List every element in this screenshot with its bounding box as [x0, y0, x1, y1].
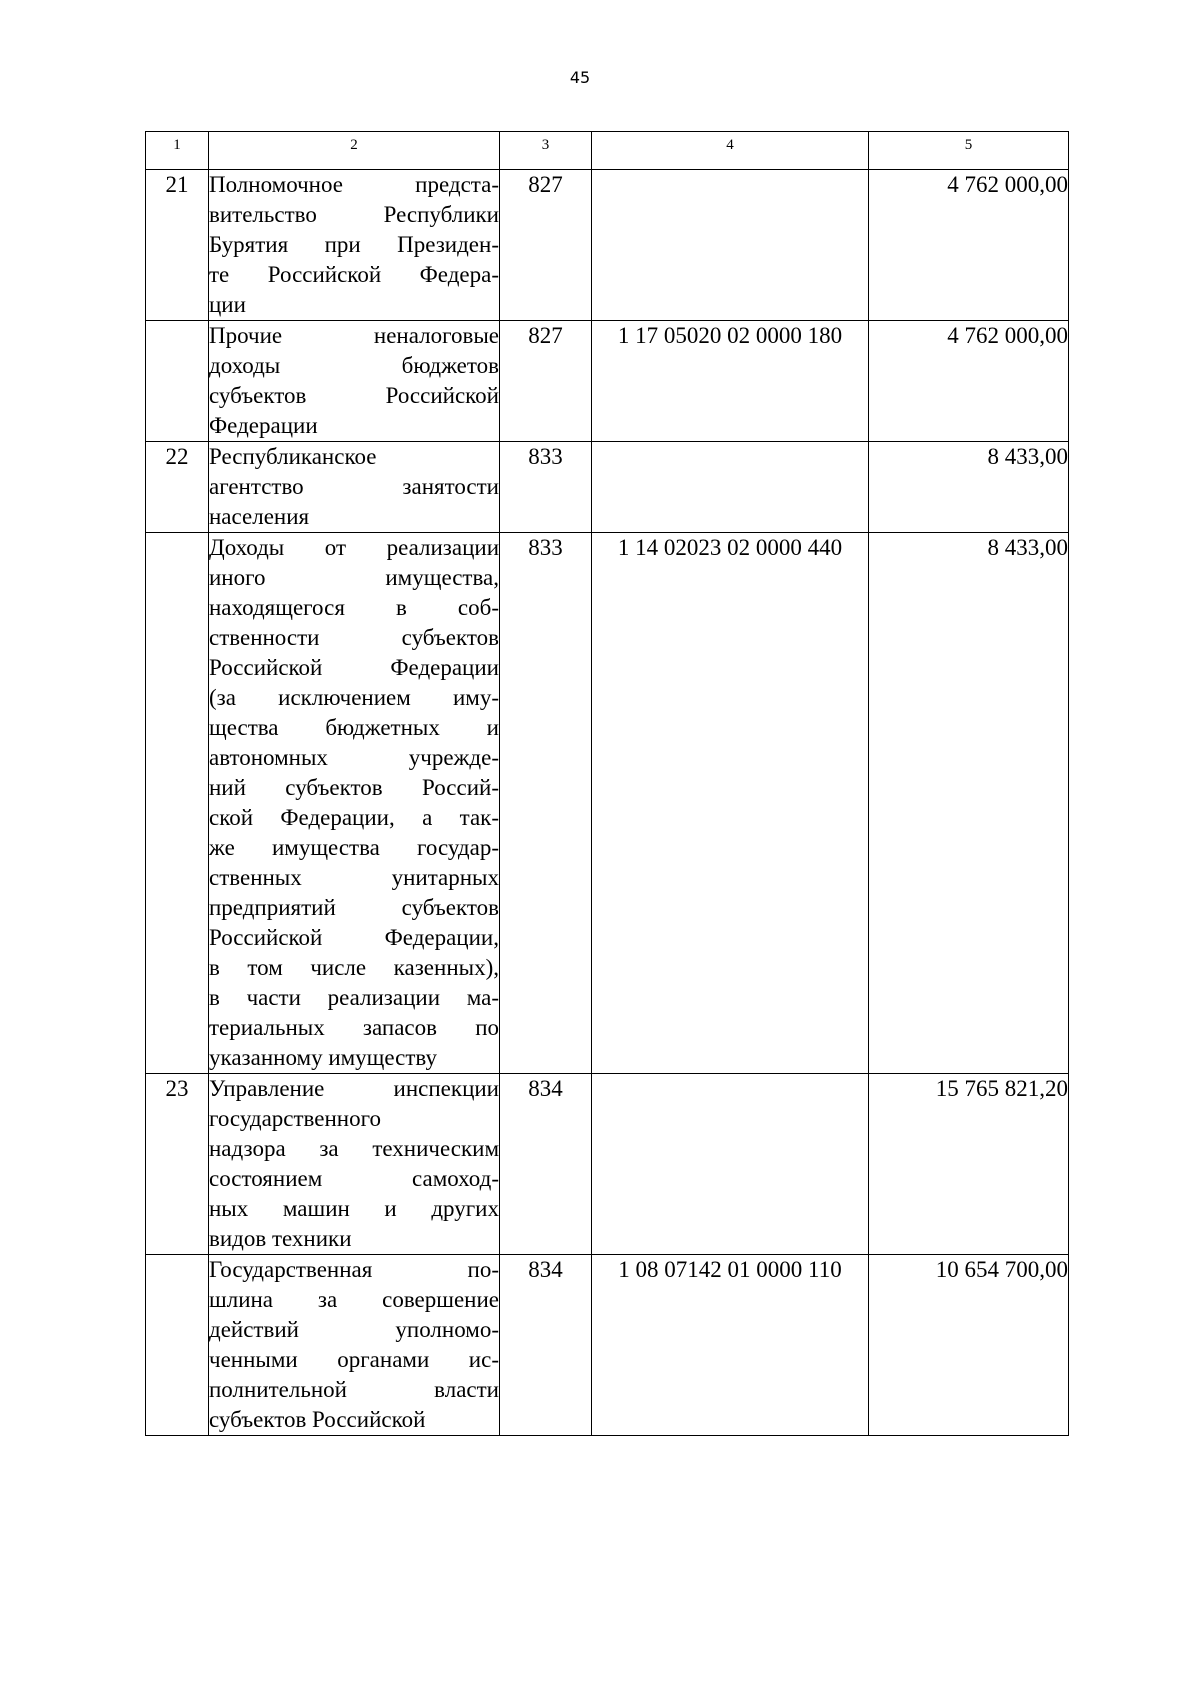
table-row	[146, 1255, 1069, 1436]
row-name-line: же имущества государ-	[209, 835, 499, 860]
row-name-cell	[209, 170, 500, 321]
row-name-line: государственного	[209, 1106, 381, 1131]
budget-classification-code-cell	[592, 442, 869, 533]
row-name-line: териальных запасов по	[209, 1015, 499, 1040]
row-name-cell	[209, 442, 500, 533]
budget-classification-code-cell: 1 14 02023 02 0000 440	[592, 533, 869, 1074]
revenue-table	[145, 131, 1069, 1436]
row-name-line: Государственная по-	[209, 1257, 499, 1282]
row-name-line: ний субъектов Россий-	[209, 775, 499, 800]
row-name-line: вительство Республики	[209, 202, 499, 227]
admin-code-cell: 833	[500, 533, 592, 1074]
row-name-line: надзора за техническим	[209, 1136, 499, 1161]
row-name-line: полнительной власти	[209, 1377, 499, 1402]
row-name-line: указанному имуществу	[209, 1045, 438, 1070]
row-number-cell: 21	[146, 170, 209, 321]
row-name-line: Бурятия при Президен-	[209, 232, 499, 257]
row-name-line: Российской Федерации	[209, 655, 499, 680]
row-name-line: Прочие неналоговые	[209, 323, 499, 348]
row-name-line: автономных учрежде-	[209, 745, 499, 770]
row-number-cell: 23	[146, 1074, 209, 1255]
row-name-cell	[209, 1255, 500, 1436]
row-name-line: щества бюджетных и	[209, 715, 499, 740]
row-name-line: ченными органами ис-	[209, 1347, 499, 1372]
row-name-line: ственности субъектов	[209, 625, 499, 650]
row-name-line: ской Федерации, а так-	[209, 805, 499, 830]
row-name-cell	[209, 1074, 500, 1255]
amount-cell: 4 762 000,00	[869, 321, 1069, 442]
column-header-2: 2	[209, 132, 500, 170]
row-name-line: агентство занятости	[209, 474, 499, 499]
row-name-line: те Российской Федера-	[209, 262, 499, 287]
row-name-line: в части реализации ма-	[209, 985, 499, 1010]
row-name-cell	[209, 533, 500, 1074]
column-header-1: 1	[146, 132, 209, 170]
row-name-line: Управление инспекции	[209, 1076, 499, 1101]
row-name-line: в том числе казенных),	[209, 955, 499, 980]
budget-classification-code-cell: 1 08 07142 01 0000 110	[592, 1255, 869, 1436]
row-number-cell: 22	[146, 442, 209, 533]
row-name-line: Российской Федерации,	[209, 925, 499, 950]
table-row	[146, 170, 1069, 321]
column-header-4: 4	[592, 132, 869, 170]
row-number-cell	[146, 321, 209, 442]
row-name-line: Республиканское	[209, 444, 377, 469]
row-name-line: Полномочное предста-	[209, 172, 499, 197]
table-header	[146, 132, 1069, 170]
amount-cell: 4 762 000,00	[869, 170, 1069, 321]
row-name-line: ции	[209, 292, 246, 317]
row-name-line: субъектов Российской	[209, 1407, 426, 1432]
row-name-line: шлина за совершение	[209, 1287, 499, 1312]
row-name-line: предприятий субъектов	[209, 895, 499, 920]
row-name-line: видов техники	[209, 1226, 352, 1251]
admin-code-cell: 834	[500, 1255, 592, 1436]
column-header-3: 3	[500, 132, 592, 170]
amount-cell: 15 765 821,20	[869, 1074, 1069, 1255]
row-name-line: действий уполномо-	[209, 1317, 499, 1342]
admin-code-cell: 827	[500, 321, 592, 442]
column-number-row	[146, 132, 1069, 170]
amount-cell: 8 433,00	[869, 533, 1069, 1074]
table-row	[146, 442, 1069, 533]
page-number: 45	[569, 68, 591, 87]
row-name-line: субъектов Российской	[209, 383, 499, 408]
admin-code-cell: 833	[500, 442, 592, 533]
table-row	[146, 533, 1069, 1074]
table-row	[146, 1074, 1069, 1255]
table-body	[146, 170, 1069, 1436]
row-name-line: находящегося в соб-	[209, 595, 499, 620]
row-name-line: Федерации	[209, 413, 318, 438]
column-header-5: 5	[869, 132, 1069, 170]
amount-cell: 8 433,00	[869, 442, 1069, 533]
admin-code-cell: 834	[500, 1074, 592, 1255]
row-name-line: (за исключением иму-	[209, 685, 499, 710]
row-name-line: состоянием самоход-	[209, 1166, 499, 1191]
budget-classification-code-cell	[592, 1074, 869, 1255]
budget-classification-code-cell	[592, 170, 869, 321]
admin-code-cell: 827	[500, 170, 592, 321]
budget-classification-code-cell: 1 17 05020 02 0000 180	[592, 321, 869, 442]
row-name-cell	[209, 321, 500, 442]
table-row	[146, 321, 1069, 442]
row-name-line: ственных унитарных	[209, 865, 499, 890]
row-name-line: доходы бюджетов	[209, 353, 499, 378]
row-number-cell	[146, 533, 209, 1074]
row-number-cell	[146, 1255, 209, 1436]
amount-cell: 10 654 700,00	[869, 1255, 1069, 1436]
row-name-line: иного имущества,	[209, 565, 499, 590]
row-name-line: Доходы от реализации	[209, 535, 499, 560]
row-name-line: населения	[209, 504, 310, 529]
row-name-line: ных машин и других	[209, 1196, 499, 1221]
